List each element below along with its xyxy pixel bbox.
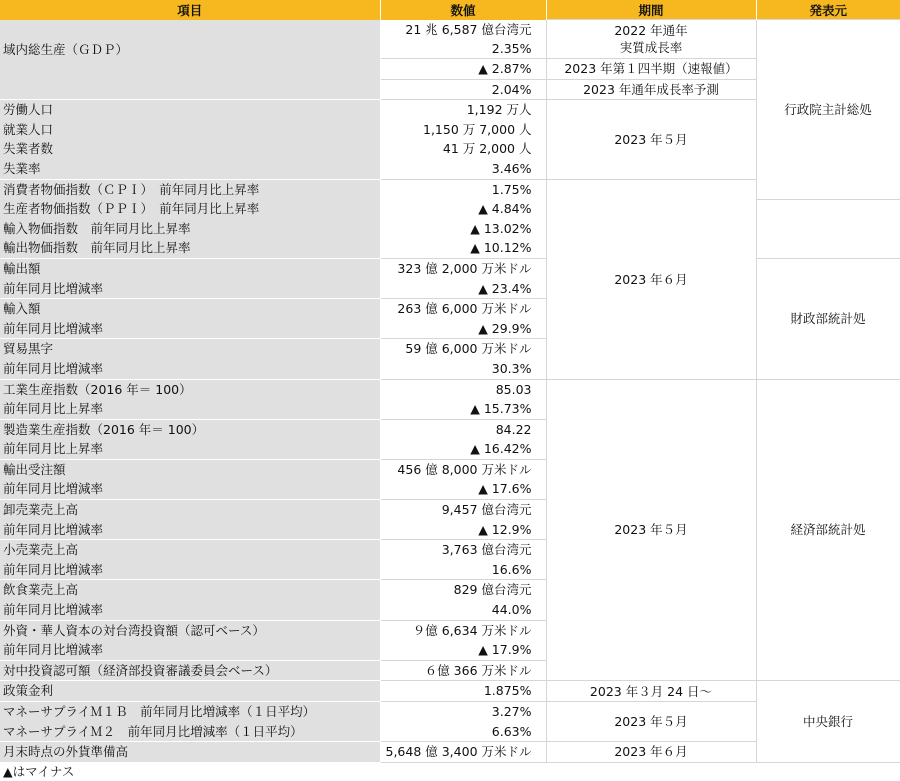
row-label bbox=[0, 79, 380, 100]
table-row bbox=[0, 20, 900, 59]
row-value: 1,192 万人 bbox=[380, 100, 546, 120]
source-cell: 行政院主計総処 bbox=[756, 20, 900, 200]
row-value: 3,763 億台湾元 bbox=[380, 540, 546, 560]
row-label: 月末時点の外貨準備高 bbox=[0, 742, 380, 763]
row-label: 輸入額 bbox=[0, 299, 380, 319]
row-value: 829 億台湾元 bbox=[380, 580, 546, 600]
footnote: ▲はマイナス bbox=[3, 763, 75, 779]
row-value: 323 億 2,000 万米ドル bbox=[380, 258, 546, 278]
row-value: 44.0% bbox=[380, 600, 546, 620]
row-label: 生産者物価指数（ＰＰＩ） 前年同月比上昇率 bbox=[0, 199, 380, 219]
row-value: 84.22 bbox=[380, 419, 546, 439]
row-label: 政策金利 bbox=[0, 681, 380, 702]
row-value: 59 億 6,000 万米ドル bbox=[380, 339, 546, 359]
period-line: 実質成長率 bbox=[619, 40, 683, 55]
row-label: 輸入物価指数 前年同月比上昇率 bbox=[0, 219, 380, 239]
row-value: ６億 366 万米ドル bbox=[380, 660, 546, 681]
table-row bbox=[0, 258, 900, 278]
table-row bbox=[0, 681, 900, 702]
row-value bbox=[380, 20, 546, 59]
row-value: ▲ 16.42% bbox=[380, 439, 546, 459]
row-label: 工業生産指数（2016 年＝ 100） bbox=[0, 379, 380, 399]
row-label: 卸売業売上高 bbox=[0, 500, 380, 520]
row-value: ▲ 2.87% bbox=[380, 59, 546, 80]
row-value: ▲ 23.4% bbox=[380, 279, 546, 299]
row-value: ▲ 12.9% bbox=[380, 520, 546, 540]
row-label: 輸出物価指数 前年同月比上昇率 bbox=[0, 238, 380, 258]
row-label: 前年同月比増減率 bbox=[0, 640, 380, 660]
header-period: 期間 bbox=[546, 0, 756, 20]
row-label: 小売業売上高 bbox=[0, 540, 380, 560]
period-cell: 2023 年５月 bbox=[546, 379, 756, 681]
row-label: 前年同月比増減率 bbox=[0, 279, 380, 299]
row-label: 前年同月比上昇率 bbox=[0, 399, 380, 419]
row-value: ▲ 15.73% bbox=[380, 399, 546, 419]
header-row bbox=[0, 0, 900, 20]
row-value: 6.63% bbox=[380, 722, 546, 742]
row-label: 製造業生産指数（2016 年＝ 100） bbox=[0, 419, 380, 439]
row-value: 9,457 億台湾元 bbox=[380, 500, 546, 520]
row-value: 41 万 2,000 人 bbox=[380, 139, 546, 159]
period-cell bbox=[546, 20, 756, 59]
header-source: 発表元 bbox=[756, 0, 900, 20]
row-label: 前年同月比増減率 bbox=[0, 359, 380, 379]
row-value: 16.6% bbox=[380, 560, 546, 580]
row-value: 5,648 億 3,400 万米ドル bbox=[380, 742, 546, 763]
row-label: 外資・華人資本の対台湾投資額（認可ベース） bbox=[0, 620, 380, 640]
row-value: ▲ 17.6% bbox=[380, 479, 546, 499]
row-value: 1.75% bbox=[380, 179, 546, 199]
row-label: 失業者数 bbox=[0, 139, 380, 159]
source-cell: 経済部統計処 bbox=[756, 379, 900, 681]
row-label: 域内総生産（ＧＤＰ） bbox=[0, 20, 380, 80]
row-value: 263 億 6,000 万米ドル bbox=[380, 299, 546, 319]
row-value: 85.03 bbox=[380, 379, 546, 399]
row-label: 飲食業売上高 bbox=[0, 580, 380, 600]
gdp-amount: 21 兆 6,587 億台湾元 bbox=[405, 21, 532, 37]
gdp-growth: 2.35% bbox=[491, 40, 532, 56]
row-label: 前年同月比増減率 bbox=[0, 560, 380, 580]
row-value: ▲ 17.9% bbox=[380, 640, 546, 660]
row-label: マネーサプライＭ２ 前年同月比増減率（１日平均） bbox=[0, 722, 380, 742]
row-label: 就業人口 bbox=[0, 120, 380, 140]
row-value: ９億 6,634 万米ドル bbox=[380, 620, 546, 640]
row-label: 前年同月比増減率 bbox=[0, 520, 380, 540]
row-value: ▲ 10.12% bbox=[380, 238, 546, 258]
period-cell: 2023 年３月 24 日～ bbox=[546, 681, 756, 702]
row-label: 前年同月比上昇率 bbox=[0, 439, 380, 459]
row-label: 前年同月比増減率 bbox=[0, 319, 380, 339]
row-label: 対中投資認可額（経済部投資審議委員会ベース） bbox=[0, 660, 380, 681]
row-label: 輸出額 bbox=[0, 258, 380, 278]
source-cell: 財政部統計処 bbox=[756, 258, 900, 379]
row-value: 2.04% bbox=[380, 79, 546, 100]
row-label: マネーサプライＭ１Ｂ 前年同月比増減率（１日平均） bbox=[0, 702, 380, 722]
period-cell: 2023 年５月 bbox=[546, 702, 756, 742]
period-cell: 2023 年通年成長率予測 bbox=[546, 79, 756, 100]
period-line: 2022 年通年 bbox=[614, 23, 688, 38]
row-label: 輸出受注額 bbox=[0, 459, 380, 479]
row-value: 30.3% bbox=[380, 359, 546, 379]
period-cell: 2023 年６月 bbox=[546, 742, 756, 763]
row-label: 労働人口 bbox=[0, 100, 380, 120]
row-value: ▲ 29.9% bbox=[380, 319, 546, 339]
row-value: 1,150 万 7,000 人 bbox=[380, 120, 546, 140]
row-value: ▲ 4.84% bbox=[380, 199, 546, 219]
source-cell-blank bbox=[756, 199, 900, 258]
period-cell: 2023 年第１四半期（速報値） bbox=[546, 59, 756, 80]
row-label: 貿易黒字 bbox=[0, 339, 380, 359]
table-row bbox=[0, 199, 900, 219]
header-item: 項目 bbox=[0, 0, 380, 20]
row-value: 3.46% bbox=[380, 159, 546, 179]
table-row bbox=[0, 379, 900, 399]
source-cell: 中央銀行 bbox=[756, 681, 900, 762]
period-cell: 2023 年６月 bbox=[546, 179, 756, 379]
row-value: ▲ 13.02% bbox=[380, 219, 546, 239]
row-label: 前年同月比増減率 bbox=[0, 600, 380, 620]
row-label: 消費者物価指数（ＣＰＩ） 前年同月比上昇率 bbox=[0, 179, 380, 199]
row-value: 3.27% bbox=[380, 702, 546, 722]
period-cell: 2023 年５月 bbox=[546, 100, 756, 179]
row-label: 失業率 bbox=[0, 159, 380, 179]
header-value: 数値 bbox=[380, 0, 546, 20]
row-value: 1.875% bbox=[380, 681, 546, 702]
row-value: 456 億 8,000 万米ドル bbox=[380, 459, 546, 479]
row-label: 前年同月比増減率 bbox=[0, 479, 380, 499]
